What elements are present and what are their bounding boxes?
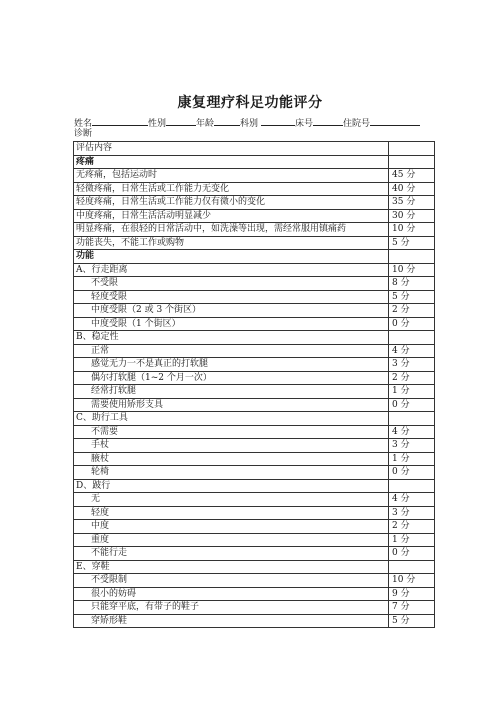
criterion-label: 轻度 — [74, 506, 389, 520]
score-cell: 0 分 — [389, 547, 435, 561]
score-cell: 10 分 — [389, 263, 435, 277]
criterion-label: 不能行走 — [74, 547, 389, 561]
criterion-label: 无 — [74, 493, 389, 507]
criterion-label: 轻度疼痛，日常生活或工作能力仅有微小的变化 — [74, 196, 389, 210]
group-label: B、稳定性 — [74, 331, 389, 345]
table-row — [74, 223, 435, 237]
criterion-label: 偶尔打软腿（1~2 个月一次） — [74, 371, 389, 385]
score-cell: 10 分 — [389, 574, 435, 588]
criterion-label: 需要使用矫形支具 — [74, 398, 389, 412]
score-cell — [389, 412, 435, 426]
table-row — [74, 493, 435, 507]
criterion-label: 只能穿平底，有带子的鞋子 — [74, 601, 389, 615]
table-row — [74, 506, 435, 520]
group-label: E、穿鞋 — [74, 560, 389, 574]
table-row — [74, 452, 435, 466]
table-row — [74, 236, 435, 250]
criterion-label: 不受限 — [74, 277, 389, 291]
sex-label: 性别 — [148, 119, 167, 129]
table-row — [74, 520, 435, 534]
table-row — [74, 304, 435, 318]
group-label: D、跛行 — [74, 479, 389, 493]
score-cell: 1 分 — [389, 385, 435, 399]
score-cell: 5 分 — [389, 236, 435, 250]
table-row — [74, 290, 435, 304]
score-cell: 40 分 — [389, 182, 435, 196]
dept-field[interactable] — [261, 116, 295, 126]
score-cell: 8 分 — [389, 277, 435, 291]
age-label: 年龄 — [196, 119, 215, 129]
criterion-label: 中度受限（2 或 3 个街区） — [74, 304, 389, 318]
score-cell: 0 分 — [389, 317, 435, 331]
score-cell: 9 分 — [389, 587, 435, 601]
criterion-label: 很小的妨碍 — [74, 587, 389, 601]
table-row — [74, 317, 435, 331]
table-row — [74, 344, 435, 358]
criterion-label: 感觉无力一不是真正的打软腿 — [74, 358, 389, 372]
foot-function-score-table — [73, 141, 435, 628]
criterion-label: 不受限制 — [74, 574, 389, 588]
table-row — [74, 209, 435, 223]
score-cell — [389, 250, 435, 264]
group-row — [74, 479, 435, 493]
criterion-label: 明显疼痛，在很轻的日常活动中，如洗澡等出现，需经常服用镇痛药 — [74, 223, 389, 237]
score-cell: 1 分 — [389, 452, 435, 466]
name-field[interactable] — [92, 116, 148, 126]
patient-info-line — [74, 116, 434, 131]
table-row — [74, 425, 435, 439]
score-cell: 2 分 — [389, 304, 435, 318]
score-cell — [389, 331, 435, 345]
group-row — [74, 560, 435, 574]
criterion-label: 轮椅 — [74, 466, 389, 480]
score-cell: 0 分 — [389, 466, 435, 480]
admission-label: 住院号 — [342, 119, 370, 129]
score-cell: 35 分 — [389, 196, 435, 210]
group-row — [74, 331, 435, 345]
criterion-label: 中度受限（1 个街区） — [74, 317, 389, 331]
criterion-label: 重度 — [74, 533, 389, 547]
table-row — [74, 587, 435, 601]
score-cell: 4 分 — [389, 425, 435, 439]
score-cell: 10 分 — [389, 223, 435, 237]
criterion-label: 手杖 — [74, 439, 389, 453]
criterion-label: 轻度受限 — [74, 290, 389, 304]
score-cell: 4 分 — [389, 344, 435, 358]
criterion-label: 无疼痛，包括运动时 — [74, 169, 389, 183]
section-row-function — [74, 250, 435, 264]
header-score-cell — [389, 142, 435, 156]
diagnosis-label: 诊断 — [74, 129, 93, 139]
table-row — [74, 439, 435, 453]
table-row — [74, 533, 435, 547]
criterion-label: 轻微疼痛，日常生活或工作能力无变化 — [74, 182, 389, 196]
table-row — [74, 196, 435, 210]
score-cell — [389, 560, 435, 574]
table-row — [74, 277, 435, 291]
table-row — [74, 398, 435, 412]
score-cell: 3 分 — [389, 439, 435, 453]
name-label: 姓名 — [74, 119, 93, 129]
table-row — [74, 466, 435, 480]
group-row — [74, 263, 435, 277]
score-cell: 7 分 — [389, 601, 435, 615]
table-row — [74, 574, 435, 588]
sex-field[interactable] — [166, 116, 196, 126]
table-row — [74, 358, 435, 372]
section-heading: 功能 — [74, 250, 389, 264]
group-label: A、行走距离 — [74, 263, 389, 277]
table-row — [74, 385, 435, 399]
score-cell — [389, 155, 435, 169]
criterion-label: 穿矫形鞋 — [74, 614, 389, 628]
header-cell: 评估内容 — [74, 142, 389, 156]
bed-label: 床号 — [294, 119, 313, 129]
score-cell: 30 分 — [389, 209, 435, 223]
criterion-label: 腋杖 — [74, 452, 389, 466]
table-row — [74, 182, 435, 196]
age-field[interactable] — [214, 116, 240, 126]
group-label: C、助行工具 — [74, 412, 389, 426]
criterion-label: 不需要 — [74, 425, 389, 439]
table-header-row — [74, 142, 435, 156]
score-cell: 45 分 — [389, 169, 435, 183]
score-cell — [389, 479, 435, 493]
table-row — [74, 547, 435, 561]
table-row — [74, 614, 435, 628]
table-row — [74, 601, 435, 615]
score-cell: 5 分 — [389, 290, 435, 304]
criterion-label: 功能丧失，不能工作或购物 — [74, 236, 389, 250]
diagnosis-line — [74, 128, 92, 141]
criterion-label: 中度 — [74, 520, 389, 534]
score-cell: 5 分 — [389, 614, 435, 628]
table-row — [74, 371, 435, 385]
table-row — [74, 169, 435, 183]
score-cell: 2 分 — [389, 520, 435, 534]
criterion-label: 正常 — [74, 344, 389, 358]
score-cell: 0 分 — [389, 398, 435, 412]
score-cell: 3 分 — [389, 358, 435, 372]
section-row-pain — [74, 155, 435, 169]
group-row — [74, 412, 435, 426]
admission-field[interactable] — [370, 116, 420, 126]
score-cell: 1 分 — [389, 533, 435, 547]
score-cell: 2 分 — [389, 371, 435, 385]
page-title: 康复理疗科足功能评分 — [177, 95, 323, 111]
criterion-label: 中度疼痛，日常生活活动明显减少 — [74, 209, 389, 223]
criterion-label: 经常打软腿 — [74, 385, 389, 399]
score-cell: 4 分 — [389, 493, 435, 507]
score-cell: 3 分 — [389, 506, 435, 520]
bed-field[interactable] — [313, 116, 343, 126]
section-heading: 疼痛 — [74, 155, 389, 169]
dept-label: 科别 — [240, 119, 259, 129]
